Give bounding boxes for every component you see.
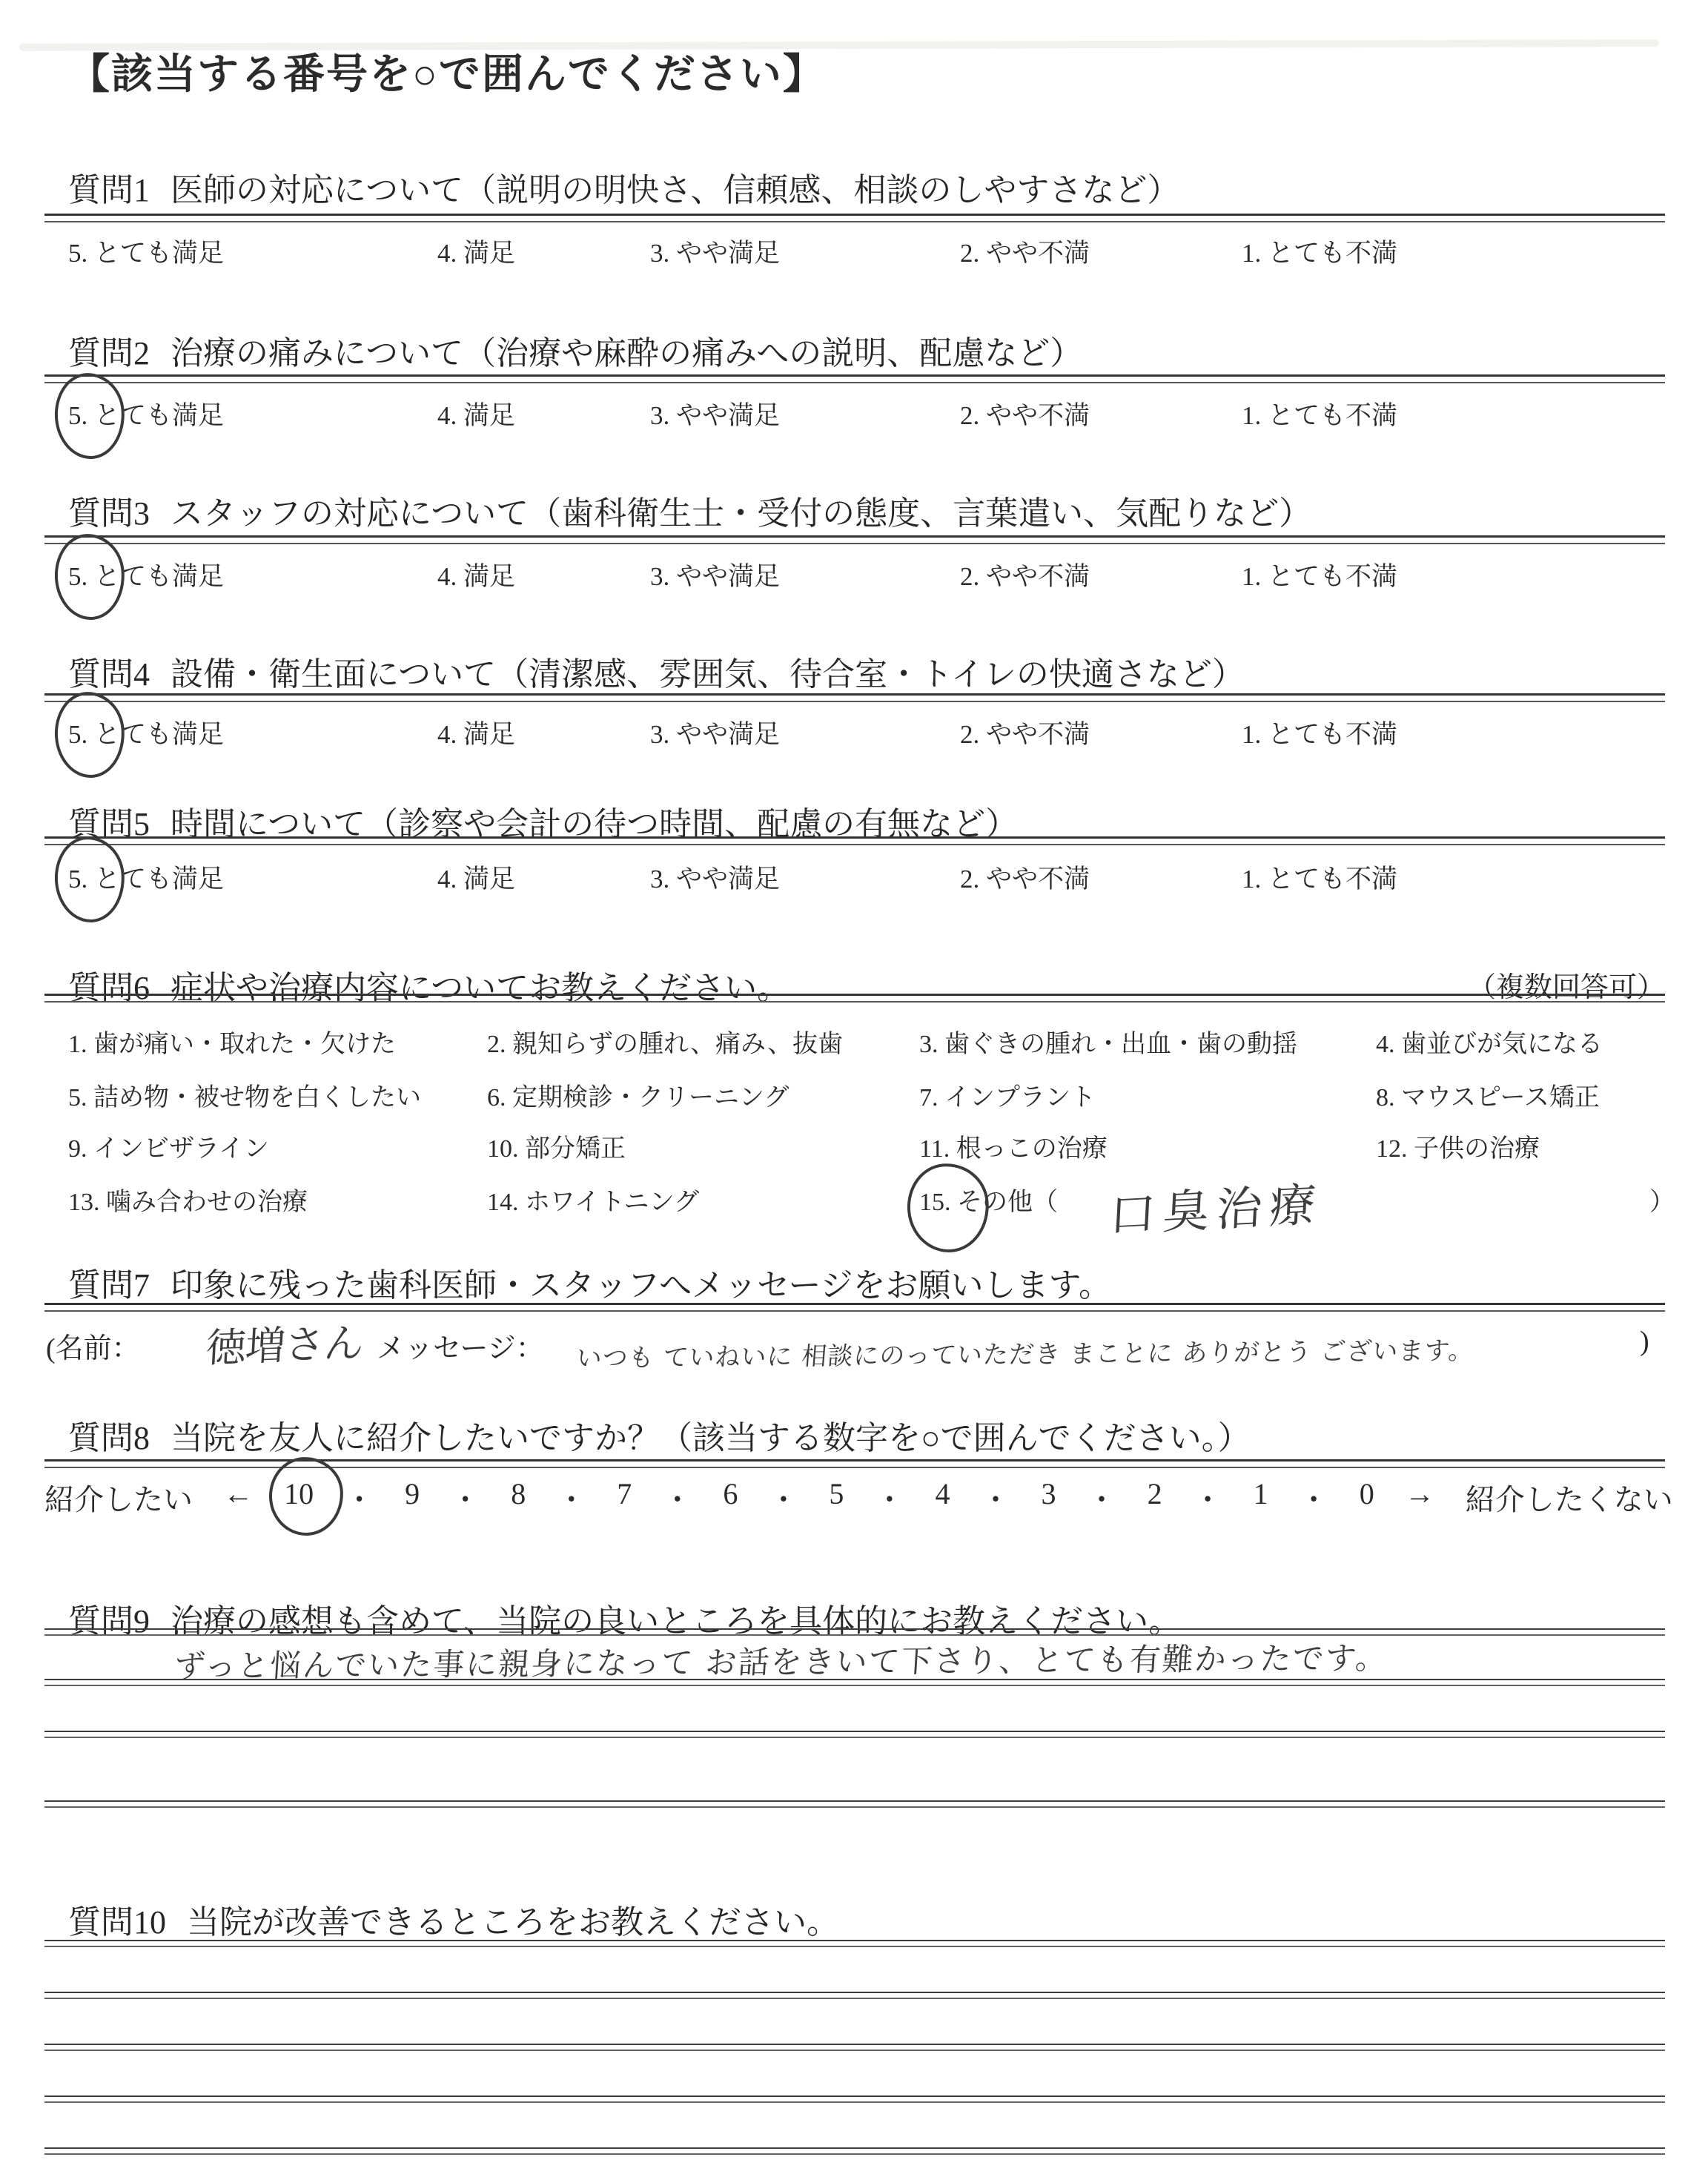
q8-number-10: 10	[284, 1476, 314, 1511]
q8-right-label: 紹介したくない	[1465, 1483, 1673, 1516]
q2-text: 治療の痛みについて（治療や麻酔の痛みへの説明、配慮など）	[171, 335, 1083, 371]
q3-option-4: 4. 満足	[437, 562, 516, 591]
q2-option-2: 2. やや不満	[960, 401, 1090, 430]
q1-option-5: 5. とても満足	[68, 239, 225, 268]
q6-option-12: 12. 子供の治療	[1376, 1135, 1540, 1163]
q7-rule	[44, 1303, 1665, 1312]
q4-option-1: 1. とても不満	[1242, 720, 1398, 749]
q3-selected-circle	[52, 532, 128, 622]
q1-option-4: 4. 満足	[437, 239, 516, 268]
q1-option-3: 3. やや満足	[650, 239, 781, 268]
q7-close-paren: )	[1640, 1326, 1649, 1357]
q6-option-6: 6. 定期検診・クリーニング	[487, 1084, 790, 1112]
q3-option-5: 5. とても満足	[68, 556, 224, 593]
q4-header	[68, 647, 1245, 695]
q8-number-9: 9	[405, 1477, 420, 1510]
q1-text: 医師の対応について（説明の明快さ、信頼感、相談のしやすさなど）	[171, 172, 1180, 208]
q8-number-4: 4	[935, 1477, 950, 1510]
q8-header	[68, 1411, 1251, 1459]
q10-answer-line-1	[44, 1940, 1665, 1947]
q2-rule	[44, 374, 1665, 383]
q6-option-2: 2. 親知らずの腫れ、痛み、抜歯	[487, 1031, 844, 1058]
q7-message-label: メッセージ：	[377, 1333, 544, 1364]
q10-answer-line-4	[44, 2095, 1665, 2103]
q8-left-arrow: ←	[223, 1477, 254, 1510]
q7-header	[68, 1258, 1111, 1306]
q7-message-handwriting: いつも ていねいに 相談にのっていただき まことに ありがとう ございます。	[575, 1335, 1476, 1374]
q1-option-1: 1. とても不満	[1242, 239, 1398, 268]
q3-option-3: 3. やや満足	[650, 562, 781, 591]
q8-dot: ・	[1087, 1483, 1117, 1516]
q6-option-11: 11. 根っこの治療	[919, 1135, 1108, 1163]
q2-option-4: 4. 満足	[437, 401, 516, 430]
q6-option-7: 7. インプラント	[919, 1084, 1096, 1112]
q4-text: 設備・衛生面について（清潔感、雰囲気、待合室・トイレの快適さなど）	[171, 656, 1245, 693]
q3-option-2: 2. やや不満	[960, 562, 1090, 591]
q6-note: （複数回答可）	[1467, 972, 1665, 1003]
q4-option-3: 3. やや満足	[650, 720, 781, 749]
q2-selected-circle	[52, 371, 128, 461]
q8-dot: ・	[344, 1483, 374, 1516]
q3-header	[68, 486, 1311, 534]
q8-dot: ・	[1299, 1483, 1329, 1516]
form-title: 【該当する番号を○で囲んでください】	[68, 52, 826, 98]
q7-label: 質問7	[68, 1267, 150, 1304]
q6-other-handwriting: 口臭治療	[1108, 1177, 1325, 1243]
q5-option-3: 3. やや満足	[650, 865, 781, 894]
q7-name-label: (名前：	[46, 1333, 140, 1364]
q1-options	[68, 233, 1669, 274]
q6-selected-circle	[904, 1160, 993, 1255]
q4-selected-circle	[52, 690, 128, 780]
q9-answer-line-3	[44, 1731, 1665, 1738]
q2-option-5: 5. とても満足	[68, 395, 224, 432]
q5-option-1: 1. とても不満	[1242, 865, 1398, 894]
q8-dot: ・	[768, 1483, 798, 1516]
q5-option-5: 5. とても満足	[68, 859, 224, 896]
q6-other-close-paren: ）	[1649, 1189, 1675, 1216]
q3-rule	[44, 535, 1665, 544]
q8-number-1: 1	[1253, 1477, 1268, 1510]
q6-option-8: 8. マウスピース矯正	[1376, 1084, 1600, 1112]
q9-label: 質問9	[68, 1603, 150, 1639]
q8-left-label: 紹介したい	[44, 1483, 193, 1516]
q2-option-3: 3. やや満足	[650, 401, 781, 430]
q6-label: 質問6	[68, 970, 150, 1006]
q4-rule	[44, 693, 1665, 702]
q9-text: 治療の感想も含めて、当院の良いところを具体的にお教えください。	[171, 1603, 1182, 1639]
q10-label: 質問10	[68, 1904, 166, 1941]
q8-number-7: 7	[617, 1477, 632, 1510]
q3-options	[68, 556, 1669, 598]
q8-scale-row	[44, 1476, 1673, 1519]
q6-option-13: 13. 噛み合わせの治療	[68, 1189, 308, 1216]
q6-option-3: 3. 歯ぐきの腫れ・出血・歯の動揺	[919, 1031, 1297, 1058]
q8-number-5: 5	[829, 1477, 844, 1510]
q2-label: 質問2	[68, 335, 150, 371]
q8-number-8: 8	[511, 1477, 526, 1510]
q8-number-0: 0	[1359, 1477, 1374, 1510]
q9-answer-line-1	[44, 1628, 1665, 1636]
q10-text: 当院が改善できるところをお教えください。	[187, 1904, 839, 1941]
q4-option-5: 5. とても満足	[68, 714, 224, 751]
q10-answer-line-3	[44, 2044, 1665, 2051]
q8-number-3: 3	[1041, 1477, 1056, 1510]
q8-number-6: 6	[723, 1477, 738, 1510]
q1-rule	[44, 214, 1665, 222]
q5-text: 時間について（診察や会計の待つ時間、配慮の有無など）	[171, 806, 1019, 842]
q6-option-1: 1. 歯が痛い・取れた・欠けた	[68, 1031, 396, 1058]
q5-options	[68, 859, 1669, 900]
q6-text: 症状や治療内容についてお教えください。	[171, 970, 790, 1006]
q9-answer-handwriting: ずっと悩んでいた事に親身になって お話をきいて下さり、とても有難かったです。	[173, 1639, 1389, 1685]
q4-options	[68, 714, 1669, 756]
q10-answer-line-2	[44, 1992, 1665, 1999]
q1-option-2: 2. やや不満	[960, 239, 1090, 268]
q8-text: 当院を友人に紹介したいですか？（該当する数字を○で囲んでください。）	[171, 1420, 1251, 1456]
q6-option-4: 4. 歯並びが気になる	[1376, 1031, 1603, 1058]
q2-option-1: 1. とても不満	[1242, 401, 1398, 430]
q3-text: スタッフの対応について（歯科衛生士・受付の態度、言葉遣い、気配りなど）	[171, 495, 1312, 532]
q5-selected-circle	[52, 834, 128, 925]
q6-option-5: 5. 詰め物・被せ物を白くしたい	[68, 1084, 421, 1112]
q2-header	[68, 326, 1082, 374]
q6-option-10: 10. 部分矯正	[487, 1135, 626, 1163]
q1-label: 質問1	[68, 172, 150, 208]
q6-rule	[44, 994, 1665, 1003]
q8-dot: ・	[1193, 1483, 1223, 1516]
q8-dot: ・	[874, 1483, 904, 1516]
q1-header	[68, 163, 1179, 211]
q9-answer-line-4	[44, 1800, 1665, 1808]
q3-option-1: 1. とても不満	[1242, 562, 1398, 591]
q8-number-2: 2	[1147, 1477, 1162, 1510]
q8-dot: ・	[662, 1483, 692, 1516]
q6-option-14: 14. ホワイトニング	[487, 1189, 699, 1216]
q7-name-handwriting: 徳増さん	[205, 1319, 365, 1372]
q10-answer-line-5	[44, 2147, 1665, 2155]
q8-label: 質問8	[68, 1420, 150, 1456]
q8-dot: ・	[980, 1483, 1010, 1516]
q8-dot: ・	[450, 1483, 480, 1516]
q3-label: 質問3	[68, 495, 150, 532]
q4-option-4: 4. 満足	[437, 720, 516, 749]
q6-option-15: 15. その他（	[919, 1181, 1058, 1218]
q10-header	[68, 1895, 839, 1943]
q5-label: 質問5	[68, 806, 150, 842]
q7-text: 印象に残った歯科医師・スタッフへメッセージをお願いします。	[171, 1267, 1111, 1304]
q4-label: 質問4	[68, 656, 150, 693]
q5-option-2: 2. やや不満	[960, 865, 1090, 894]
q8-right-arrow: →	[1405, 1477, 1435, 1510]
q2-options	[68, 395, 1669, 437]
q5-rule	[44, 836, 1665, 845]
q8-dot: ・	[556, 1483, 586, 1516]
q4-option-2: 2. やや不満	[960, 720, 1090, 749]
q6-option-9: 9. インビザライン	[68, 1135, 269, 1163]
q5-option-4: 4. 満足	[437, 865, 516, 894]
